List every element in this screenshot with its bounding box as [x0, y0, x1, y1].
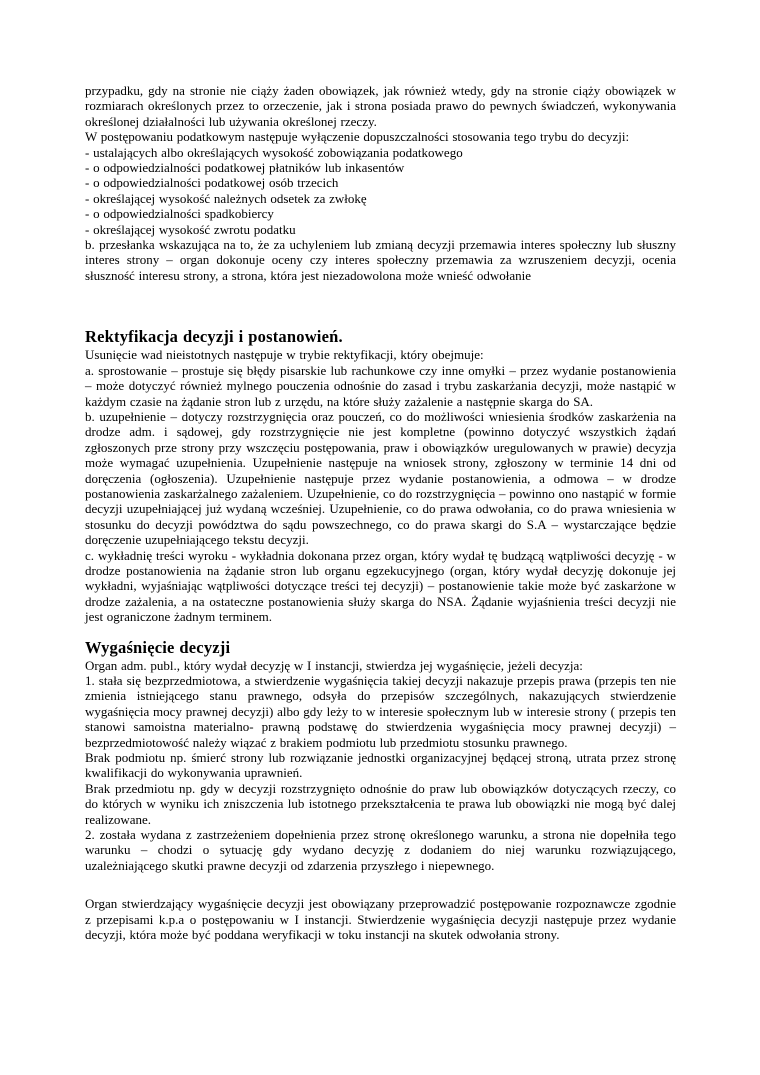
- paragraph-expiry-item-1: 1. stała się bezprzedmiotowa, a stwierdzenie wygaśnięcia takiej decyzji nakazuje przepis prawa (przepis ten nie zmienia istniejącego stanu prawnego, odsyła do przepisów szczególnych, nakazujących stwierdzenie wygaśnięcia mocy prawnej decyzji) albo gdy leży to w interesie społecznym lub w interesie strony ( przepis ten stanowi samoistna materialno- prawną podstawę do stwierdzenia wygaśnięcia mocy prawnej decyzji) – bezprzedmiotowość należy wiązać z brakiem podmiotu lub przedmiotu stosunku prawnego.: [85, 673, 676, 750]
- list-item-exclusion-3: - o odpowiedzialności podatkowej osób trzecich: [85, 175, 339, 191]
- paragraph-rectification-item-a: a. sprostowanie – prostuje się błędy pisarskie lub rachunkowe czy inne omyłki – przez wydanie postanowienia – może dotyczyć również mylnego pouczenia odnośnie do zasad i trybu zaskarżania decyzji, może nastąpić w każdym czasie na żądanie stron lub z urzędu, na które służy zażalenie a następnie skarga do SA.: [85, 362, 676, 409]
- paragraph-rectification-intro: Usunięcie wad nieistotnych następuje w trybie rektyfikacji, który obejmuje:: [85, 347, 484, 363]
- paragraph-expiry-closing: Organ stwierdzający wygaśnięcie decyzji jest obowiązany przeprowadzić postępowanie rozpoznawcze zgodnie z przepisami k.p.a o postępowaniu w I instancji. Stwierdzenie wygaśnięcia decyzji następuje przez wydanie decyzji, która może być poddana weryfikacji w toku instancji na skutek odwołania strony.: [85, 896, 676, 943]
- paragraph-obligation-continuation: przypadku, gdy na stronie nie ciąży żaden obowiązek, jak również wtedy, gdy na stronie ciąży obowiązek w rozmiarach określonych przez to orzeczenie, jak i strona posiada prawo do pewnych świadczeń, wykonywania określonej działalności lub używania określonej rzeczy.: [85, 83, 676, 129]
- paragraph-expiry-item-2: 2. została wydana z zastrzeżeniem dopełnienia przez stronę określonego warunku, a strona nie dopełniła tego warunku – chodzi o sytuację gdy wydano decyzję z dodaniem do niej warunku rozwiązującego, uzależniającego skutki prawne decyzji od zdarzenia przyszłego i niepewnego.: [85, 827, 676, 873]
- paragraph-expiry-intro: Organ adm. publ., który wydał decyzję w I instancji, stwierdza jej wygaśnięcie, jeżeli decyzja:: [85, 657, 583, 673]
- list-item-exclusion-2: - o odpowiedzialności podatkowej płatników lub inkasentów: [85, 160, 405, 176]
- paragraph-tax-exclusion-intro: W postępowaniu podatkowym następuje wyłączenie dopuszczalności stosowania tego trybu do decyzji:: [85, 129, 630, 145]
- list-item-exclusion-1: - ustalających albo określających wysokość zobowiązania podatkowego: [85, 144, 463, 160]
- paragraph-rectification-item-b: b. uzupełnienie – dotyczy rozstrzygnięcia oraz pouczeń, co do możliwości wniesienia środków zaskarżenia na drodze adm. i sądowej, gdy rozstrzygnięcie nie jest kompletne (powinno dotyczyć wszystkich żądań zgłoszonych prze strony przy wszczęciu postępowania, praw i obowiązków uregulowanych w prawie) decyzja może wymagać uzupełnienia. Uzupełnienie następuje na wniosek strony, zgłoszony w terminie 14 dni od doręczenia (ogłoszenia). Uzupełnienie następuje przez wydanie postanowienia, a odmowa – w drodze postanowienia zaskarżalnego zażaleniem. Uzupełnienie, co do rozstrzygnięcia – powinno ono nastąpić w formie decyzji uzupełniającej już wydaną wcześniej. Uzupełnienie, co do prawa odwołania, co do prawa wniesienia w stosunku do decyzji powództwa do sądu powszechnego, co do prawa skargi do S.A – wystarczające będzie doręczenie uzupełniającego tekstu decyzji.: [85, 408, 676, 548]
- section-heading-expiry: Wygaśnięcie decyzji: [85, 637, 231, 657]
- paragraph-expiry-no-object: Brak przedmiotu np. gdy w decyzji rozstrzygnięto odnośnie do praw lub obowiązków dotyczących rzeczy, co do których w wyniku ich zniszczenia lub istotnego przekształcenia te prawa lub obowiązki nie mogą być dalej realizowane.: [85, 780, 676, 827]
- paragraph-expiry-no-subject: Brak podmiotu np. śmierć strony lub rozwiązanie jednostki organizacyjnej będącej stroną, utrata przez stronę kwalifikacji do wykonywania uprawnień.: [85, 750, 676, 781]
- list-item-exclusion-6: - określającej wysokość zwrotu podatku: [85, 221, 296, 237]
- exclusions-list: [85, 145, 676, 237]
- paragraph-rectification-item-c: c. wykładnię treści wyroku - wykładnia dokonana przez organ, który wydał tę budzącą wątpliwości decyzję - w drodze postanowienia na żądanie stron lub organu egzekucyjnego (organ, który wydał decyzję dokonuje jej wykładni, wyjaśniając wątpliwości dotyczące treści tej decyzji) – postanowienie takie może być zaskarżone w drodze zażalenia, a na ostateczne postanowienia służy skarga do NSA. Żądanie wyjaśnienia treści decyzji nie jest ograniczone żadnym terminem.: [85, 547, 676, 625]
- list-item-exclusion-4: - określającej wysokość należnych odsetek za zwłokę: [85, 190, 367, 206]
- paragraph-premise-b: b. przesłanka wskazująca na to, że za uchyleniem lub zmianą decyzji przemawia interes społeczny lub słuszny interes strony – organ dokonuje oceny czy interes społeczny przemawia za wzruszeniem decyzji, ocenia słuszność interesu strony, a strona, która jest niezadowolona może wnieść odwołanie: [85, 237, 676, 283]
- list-item-exclusion-5: - o odpowiedzialności spadkobiercy: [85, 206, 274, 222]
- section-heading-rectification: Rektyfikacja decyzji i postanowień.: [85, 327, 343, 347]
